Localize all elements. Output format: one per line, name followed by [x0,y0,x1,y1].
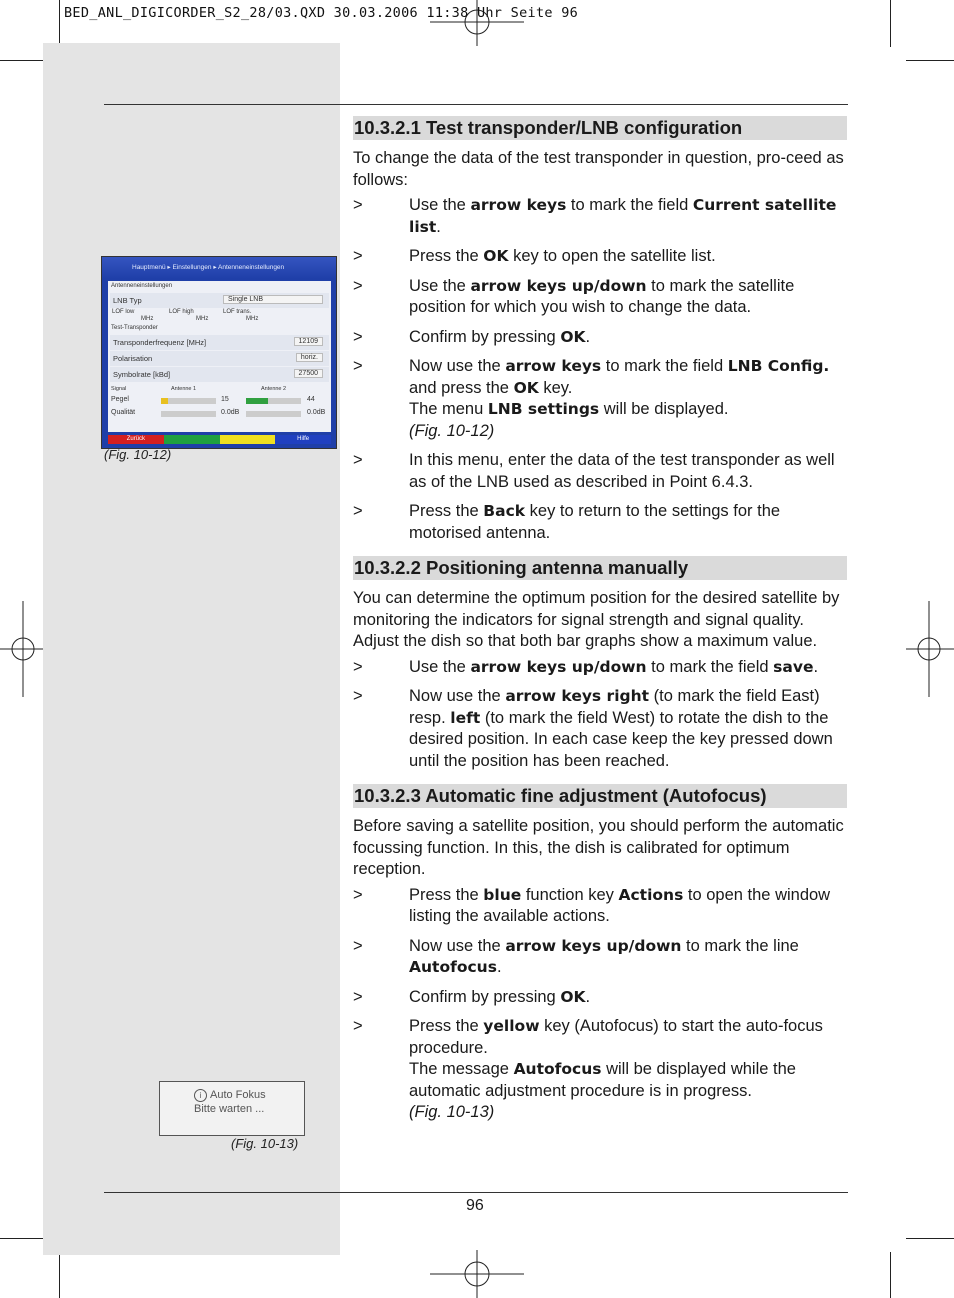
figure-caption-10-12: (Fig. 10-12) [104,447,172,462]
registration-mark-bottom [430,1250,524,1298]
lnb-settings-screenshot [101,256,337,449]
tv-breadcrumb: Hauptmenü ▸ Einstellungen ▸ Antenneneinstellungen [132,264,285,271]
autofocus-dialog-screenshot [159,1081,305,1136]
crop-mark [59,1252,60,1298]
registration-mark-left [0,601,46,697]
section-intro: You can determine the optimum position for the desired satellite by monitoring the indicators for signal strength and signal quality. Adjust the dish so that both bar graphs show a maximum value. [353,589,840,650]
bottom-rule [104,1192,848,1193]
main-content [353,116,847,1132]
tv-row-frequency: Transponderfrequenz [MHz] 12109 [110,335,329,350]
crop-mark [890,0,891,47]
margin-column [43,43,340,1255]
crop-mark [890,1252,891,1298]
tv-panel [108,281,331,432]
step-item: > Confirm by pressing OK. [353,987,591,1006]
step-item: > Press the OK key to open the satellite list. [353,247,716,265]
info-icon: i [194,1089,207,1102]
step-item: > Use the arrow keys up/down to mark the field save. [353,657,819,676]
section-heading: 10.3.2.2 Positioning antenna manually [353,556,847,580]
tv-row-symbolrate: Symbolrate [kBd] 27500 [110,367,329,382]
step-item: > Press the Back key to return to the settings for the motorised antenna. [353,502,781,542]
section-heading: 10.3.2.1 Test transponder/LNB configuration [353,116,847,140]
step-item: > Now use the arrow keys to mark the field LNB Config. and press the OK key. The menu LNB settings will be displayed. (Fig. 10-12) [353,357,830,440]
tv-yellow-key [220,435,276,444]
step-item: > Confirm by pressing OK. [353,327,591,346]
crop-mark [0,1238,47,1239]
section-intro: To change the data of the test transponder in question, pro-ceed as follows: [353,149,844,189]
pegel-bar-2 [246,398,301,404]
dialog-line-2: Bitte warten ... [194,1103,265,1115]
step-item: > Press the blue function key Actions to open the window listing the available actions. [353,885,831,925]
figure-caption-10-13: (Fig. 10-13) [231,1136,299,1151]
quality-bar-1 [161,411,216,417]
section-intro: Before saving a satellite position, you should perform the automatic focussing function. In this, the dish is calibrated for optimum reception. [353,817,844,878]
tv-test-transponder: Test-Transponder [111,325,158,331]
tv-pegel-row: Pegel 15 44 [111,396,315,403]
tv-lof-row: LOF low LOF high LOF trans. MHz MHz MHz [112,309,259,322]
step-item: > Now use the arrow keys right (to mark the field East) resp. left (to mark the field West) to rotate the dish to the desired position. In each case keep the key pressed down until the position has been reached. [353,687,833,770]
tv-red-key: Zurück [108,435,164,444]
step-item: > Use the arrow keys to mark the field Current satellite list. [353,196,837,236]
crop-mark [906,60,954,61]
step-item: > Use the arrow keys up/down to mark the satellite position for which you wish to change the data. [353,276,795,316]
step-item: > In this menu, enter the data of the test transponder as well as of the LNB used as described in Point 6.4.3. [353,451,835,491]
tv-header [102,257,336,279]
top-rule [104,104,848,105]
step-item: > Now use the arrow keys up/down to mark the line Autofocus. [353,936,799,976]
section-heading: 10.3.2.3 Automatic fine adjustment (Autofocus) [353,784,847,808]
tv-blue-key: Hilfe [275,435,331,444]
tv-green-key [164,435,220,444]
registration-mark-right [906,601,954,697]
tv-row-lnb-type: LNB Typ Single LNB [110,293,329,308]
pegel-bar-1 [161,398,216,404]
tv-row-polarisation: Polarisation horiz. [110,351,329,366]
crop-mark [0,60,47,61]
dialog-line-1: Auto Fokus [210,1089,266,1101]
tv-function-keys [108,435,331,444]
step-item: > Press the yellow key (Autofocus) to start the auto-focus procedure. The message Autofocus will be displayed while the automatic adjustment procedure is in progress. (Fig. 10-13) [353,1017,823,1121]
page-number: 96 [466,1197,484,1214]
crop-mark [906,1238,954,1239]
tv-quality-row: Qualität 0.0dB 0.0dB [111,409,326,416]
quality-bar-2 [246,411,301,417]
crop-mark [59,0,60,47]
tv-signal-header: Signal Antenne 1 Antenne 2 [111,386,287,392]
tv-subtitle: Antenneneinstellungen [111,283,173,289]
print-slug: BED_ANL_DIGICORDER_S2_28/03.QXD 30.03.2006 11:38 Uhr Seite 96 [64,5,579,21]
